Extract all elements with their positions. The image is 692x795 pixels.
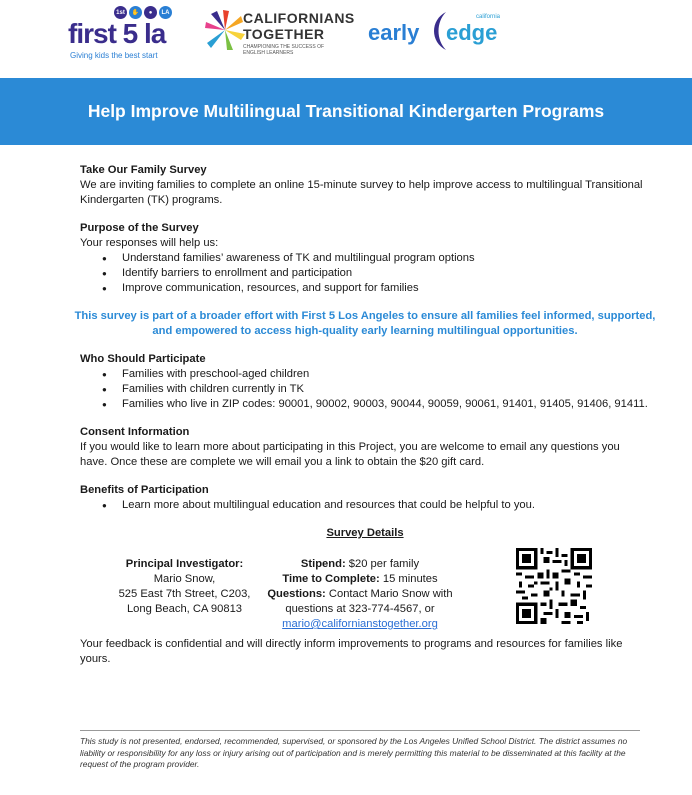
pi-address-2: Long Beach, CA 90813 (126, 603, 243, 615)
details-heading: Survey Details (326, 527, 404, 539)
highlight-statement: This survey is part of a broader effort with First 5 Los Angeles to ensure all families feel informed, supported, and empowered to access high-quality early learning multilingual opportunities. (74, 310, 656, 337)
ct-word-1: CALIFORNIANS (243, 10, 355, 26)
purpose-heading: Purpose of the Survey (80, 222, 199, 234)
stipend-label: Stipend: (300, 558, 346, 570)
benefits-list (80, 498, 650, 513)
first5-wordmark: first 5 la (68, 18, 166, 49)
survey-heading: Take Our Family Survey (80, 164, 207, 176)
pi-name: Mario Snow, (153, 573, 216, 585)
questions-value-2: questions at 323-774-4567, or (285, 603, 435, 615)
list-item: ● Learn more about multilingual education and resources that could be helpful to you. (122, 498, 650, 513)
disclaimer: This study is not presented, endorsed, recommended, supervised, or sponsored by the Los Angeles Unified School District. The district assumes no liability or responsibility for any loss or injury arising out of participation and is merely permitting this material to be disseminated at this facility at the request of the program provider. (80, 736, 628, 769)
ct-word-2: TOGETHER (243, 26, 325, 42)
ee-word-edge: edge (446, 20, 498, 45)
ct-star-icon (203, 8, 247, 52)
list-item: ● Families with preschool-aged children (122, 367, 650, 382)
time-value: 15 minutes (382, 573, 438, 585)
email-link[interactable]: mario@californianstogether.org (282, 618, 438, 630)
first5-badge-1st: 1st (114, 6, 127, 19)
list-item: ● Families with children currently in TK (122, 382, 650, 397)
first5-dot-icon: ● (144, 6, 157, 19)
survey-info (260, 557, 460, 632)
list-item: ● Understand families’ awareness of TK and multilingual program options (122, 251, 650, 266)
first5-hand-icon: ✋ (129, 6, 142, 19)
footer-divider (80, 730, 640, 731)
pi-address-1: 525 East 7th Street, C203, (118, 588, 251, 600)
consent-section (80, 425, 650, 470)
purpose-list (80, 251, 650, 296)
list-item: ● Improve communication, resources, and support for families (122, 281, 650, 296)
principal-investigator (112, 557, 257, 617)
who-list (80, 367, 650, 412)
stipend-value: $20 per family (348, 558, 420, 570)
pi-label: Principal Investigator: (125, 558, 244, 570)
benefits-section (80, 483, 650, 513)
logo-bar (0, 0, 692, 78)
first5-la-logo (68, 6, 178, 66)
first5-tagline: Giving kids the best start (70, 51, 158, 60)
feedback-text: Your feedback is confidential and will directly inform improvements to programs and resources for families like yours. (80, 638, 623, 665)
early-edge-logo (368, 8, 513, 58)
benefits-heading: Benefits of Participation (80, 484, 209, 496)
title-banner (0, 78, 692, 145)
survey-details (80, 541, 650, 630)
survey-section (80, 163, 650, 208)
californians-together-logo (203, 6, 355, 66)
purpose-intro: Your responses will help us: (80, 237, 219, 249)
ct-subtitle: CHAMPIONING THE SUCCESS OF ENGLISH LEARNERS (243, 44, 325, 56)
who-heading: Who Should Participate (80, 353, 206, 365)
purpose-section (80, 221, 650, 296)
main-content (74, 163, 656, 667)
questions-label: Questions: (267, 588, 326, 600)
list-item: ● Families who live in ZIP codes: 90001, 90002, 90003, 90044, 90059, 90061, 91401, 91405, 91406, 91411. (122, 397, 650, 412)
questions-value: Contact Mario Snow with (328, 588, 453, 600)
time-label: Time to Complete: (282, 573, 380, 585)
page-title: Help Improve Multilingual Transitional Kindergarten Programs (87, 101, 605, 121)
consent-text: If you would like to learn more about participating in this Project, you are welcome to email any questions you have. Once these are complete we will email you a link to obtain the $20 gift card. (80, 441, 620, 468)
qr-code-icon[interactable] (516, 548, 592, 624)
survey-text: We are inviting families to complete an online 15-minute survey to help improve access to multilingual Transitional Kindergarten (TK) programs. (80, 179, 643, 206)
first5-badge-la: LA (159, 6, 172, 19)
ee-word-early: early (368, 20, 420, 45)
consent-heading: Consent Information (80, 426, 190, 438)
list-item: ● Identify barriers to enrollment and participation (122, 266, 650, 281)
ee-word-california: california (476, 14, 501, 20)
who-section (80, 352, 650, 412)
